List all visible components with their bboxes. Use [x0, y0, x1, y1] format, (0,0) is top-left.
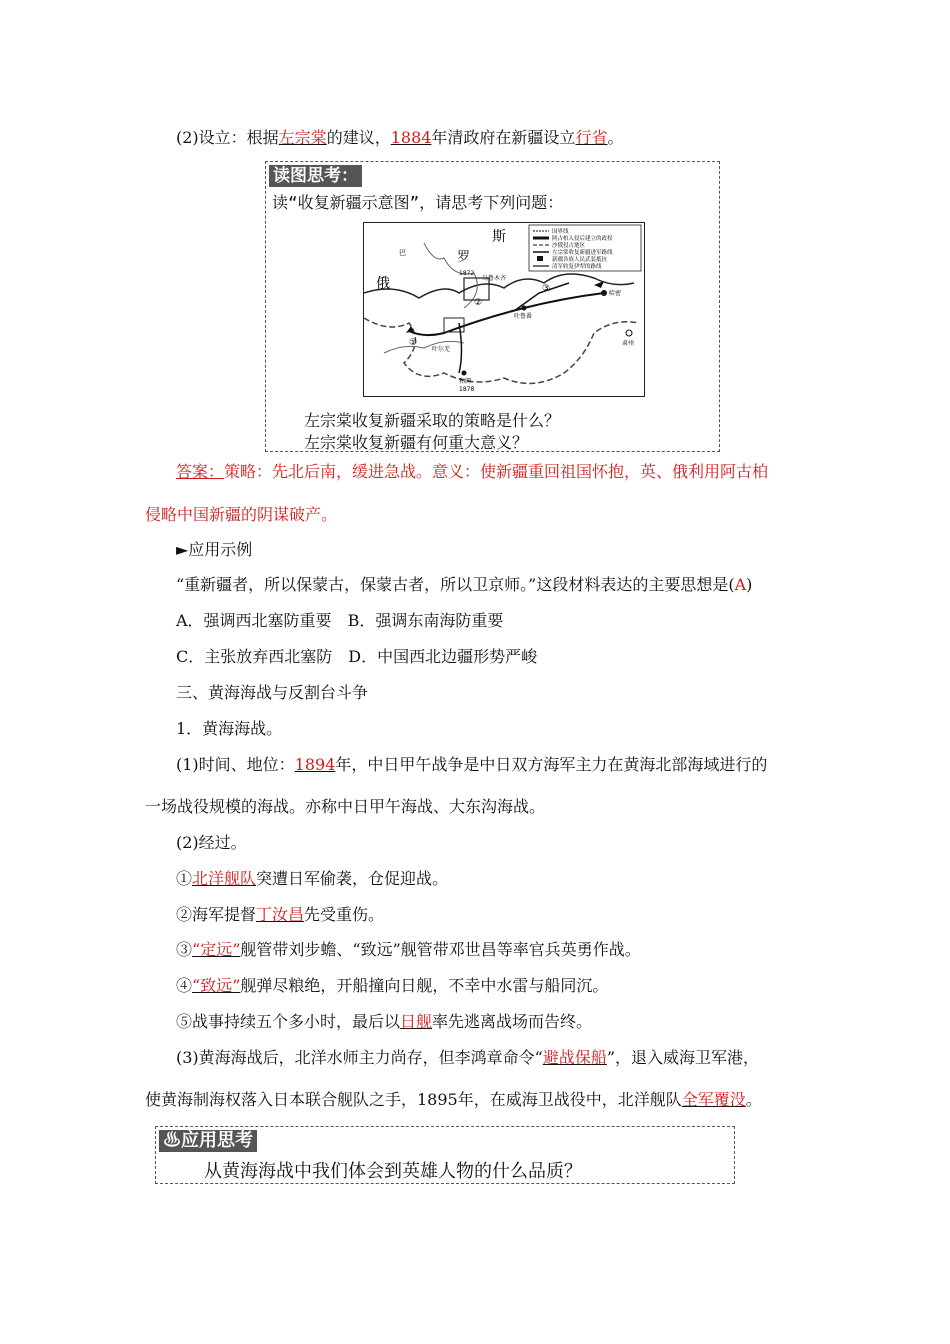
legend-item-5: 新疆各族人民武装抵抗 — [552, 257, 608, 263]
time-line-2: 一场战役规模的海战。亦称中日甲午海战、大东沟海战。 — [145, 797, 546, 816]
setup-blank-person: 左宗棠 — [278, 128, 327, 147]
option-b: B．强调东南海防重要 — [347, 611, 504, 630]
after-prefix: (3)黄海海战后，北洋水师主力尚存，但李鸿章命令“ — [176, 1048, 543, 1067]
item3-blank: “定远” — [192, 940, 241, 959]
item4-num: ④ — [176, 976, 193, 995]
option-a: A．强调西北塞防重要 — [176, 611, 332, 630]
setup-blank-province: 行省 — [575, 128, 608, 147]
map-label-tulufan: 吐鲁番 — [514, 313, 533, 320]
process-item-2 — [176, 905, 384, 925]
process-item-3 — [176, 940, 641, 960]
after-blank: 避战保船 — [542, 1048, 607, 1067]
option-c: C．主张放弃西北塞防 — [176, 647, 333, 666]
time-rest: 年，中日甲午战争是中日双方海军主力在黄海北部海域进行的 — [335, 755, 768, 774]
time-blank: 1894 — [294, 755, 336, 774]
map-box-question1: 左宗棠收复新疆采取的策略是什么？ — [304, 411, 561, 430]
legend-item-3: 沙俄侵占地区 — [552, 243, 586, 249]
map-label-hami: 哈密 — [609, 290, 622, 297]
map-box-question2: 左宗棠收复新疆有何重大意义？ — [304, 433, 529, 452]
example-options-row2 — [176, 647, 537, 667]
map-drawing — [364, 223, 644, 396]
item1-blank: 北洋舰队 — [192, 869, 257, 888]
process-item-1 — [176, 869, 448, 889]
item1-rest: 突遭日军偷袭，仓促迎战。 — [256, 869, 449, 888]
after-rest: ”，退入威海卫军港， — [606, 1048, 760, 1067]
map-label-yerqiang: 叶尔羌 — [432, 346, 451, 353]
setup-blank-year: 1884 — [390, 128, 432, 147]
map-label-1878: 1878 — [459, 386, 475, 393]
item5-rest: 率先逃离战场而告终。 — [432, 1012, 593, 1031]
legend-item-1: 国界线 — [552, 229, 569, 235]
after-line-1 — [176, 1048, 759, 1068]
map-label-e: 俄 — [376, 276, 390, 292]
after2-prefix: 使黄海制海权落入日本联合舰队之手，1895年，在威海卫战役中，北洋舰队 — [145, 1090, 682, 1109]
legend-item-6: 清军收复伊犁的路线 — [552, 264, 602, 270]
example-options-row1 — [176, 611, 503, 631]
answer-label: 答案： — [176, 462, 225, 481]
answer-line-2: 侵略中国新疆的阴谋破产。 — [145, 505, 338, 524]
process-heading: (2)经过。 — [176, 833, 247, 852]
process-item-5 — [176, 1012, 592, 1032]
think-box-title: ♨应用思考 — [159, 1130, 257, 1152]
item3-num: ③ — [176, 940, 193, 959]
map-marker-1: ① — [409, 338, 418, 348]
map-box-title: 读图思考： — [269, 165, 362, 187]
process-item-4 — [176, 976, 608, 996]
map-label-suzhou: 肃州 — [622, 340, 635, 347]
after-line-2 — [145, 1090, 762, 1110]
map-box-intro: 读“收复新疆示意图”，请思考下列问题： — [272, 193, 564, 212]
item2-rest: 先受重伤。 — [304, 905, 385, 924]
map-thinking-box — [265, 161, 720, 452]
item4-blank: “致远” — [192, 976, 241, 995]
time-prefix: (1)时间、地位： — [176, 755, 295, 774]
time-line — [176, 755, 767, 775]
setup-prefix: (2)设立：根据 — [176, 128, 279, 147]
item3-rest: 舰管带刘步蟾、“致远”舰管带邓世昌等率官兵英勇作战。 — [240, 940, 641, 959]
option-d: D．中国西北边疆形势严峻 — [348, 647, 538, 666]
map-label-hetian: 和阗 — [459, 378, 472, 385]
item2-prefix: ②海军提督 — [176, 905, 257, 924]
legend-item-4: 左宗棠收复新疆进军路线 — [552, 250, 613, 256]
think-box-question: 从黄海海战中我们体会到英雄人物的什么品质？ — [204, 1161, 582, 1182]
map-label-wulumuqi: 乌鲁木齐 — [482, 275, 507, 282]
map-label-luo: 罗 — [457, 250, 471, 265]
answer-text-1: 策略：先北后南，缓进急战。意义：使新疆重回祖国怀抱，英、俄利用阿古柏 — [224, 462, 769, 481]
section3-heading: 三、黄海海战与反割台斗争 — [176, 683, 369, 702]
xinjiang-map — [363, 222, 645, 397]
example-question — [176, 575, 752, 595]
map-marker-2: ② — [474, 298, 483, 308]
item4-rest: 舰弹尽粮绝，开船撞向日舰，不幸中水雷与船同沉。 — [240, 976, 609, 995]
section3-sub1: 1．黄海海战。 — [176, 719, 283, 738]
map-label-si: 斯 — [492, 229, 506, 245]
setup-line — [176, 128, 623, 148]
map-marker-3: ③ — [542, 284, 551, 294]
map-label-1872: 1872 — [459, 270, 475, 277]
setup-mid1: 的建议， — [326, 128, 391, 147]
item5-blank: 日舰 — [400, 1012, 433, 1031]
example-close: ) — [746, 575, 753, 594]
after2-end: 。 — [745, 1090, 762, 1109]
example-question-text: “重新疆者，所以保蒙古，保蒙古者，所以卫京师。”这段材料表达的主要思想是( — [176, 575, 735, 594]
item2-blank: 丁汝昌 — [256, 905, 305, 924]
answer-line-1 — [176, 462, 768, 482]
map-label-ba: 巴 — [399, 249, 406, 257]
item5-prefix: ⑤战事持续五个多小时，最后以 — [176, 1012, 401, 1031]
after2-blank: 全军覆没 — [681, 1090, 746, 1109]
item1-num: ① — [176, 869, 193, 888]
setup-end: 。 — [607, 128, 624, 147]
example-answer: A — [734, 575, 747, 594]
legend-item-2: 阿古柏入侵后建立的政权 — [552, 236, 613, 242]
example-heading: ►应用示例 — [176, 540, 253, 559]
setup-mid2: 年清政府在新疆设立 — [431, 128, 576, 147]
think-box — [155, 1126, 735, 1184]
